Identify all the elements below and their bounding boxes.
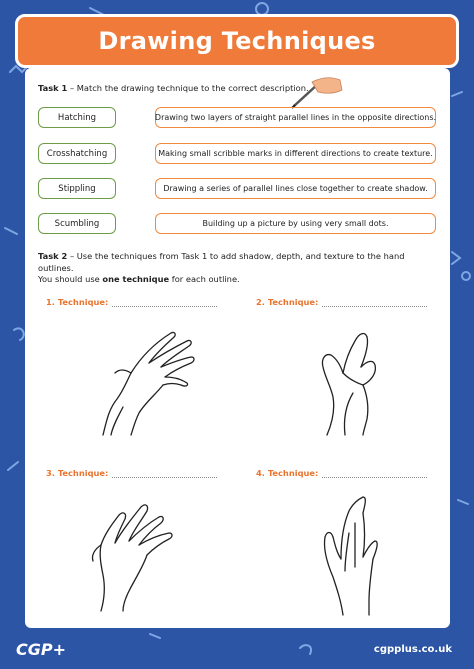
technique-box-hatching[interactable]: Hatching xyxy=(38,107,116,128)
task2-emphasis: one technique xyxy=(102,274,170,284)
description-box-3[interactable]: Drawing a series of parallel lines close together to create shadow. xyxy=(155,178,436,199)
technique-2-field[interactable]: 2. Technique: xyxy=(256,297,427,307)
technique-box-stippling[interactable]: Stippling xyxy=(38,178,116,199)
hand-outline-2 xyxy=(313,323,403,438)
task2-text: – Use the techniques from Task 1 to add shadow, depth, and texture to the hand outlines. xyxy=(38,251,405,273)
hand-outline-4 xyxy=(315,493,395,618)
technique-4-field[interactable]: 4. Technique: xyxy=(256,468,427,478)
answer-line-1[interactable] xyxy=(112,298,217,307)
technique-1-field[interactable]: 1. Technique: xyxy=(46,297,217,307)
description-box-1[interactable]: Drawing two layers of straight parallel lines in the opposite directions. xyxy=(155,107,436,128)
answer-line-2[interactable] xyxy=(322,298,427,307)
title-banner xyxy=(15,14,459,68)
page-title: Drawing Techniques xyxy=(98,27,376,55)
technique-box-crosshatching[interactable]: Crosshatching xyxy=(38,143,116,164)
task1-text: – Match the drawing technique to the correct description. xyxy=(69,83,309,93)
technique-box-scumbling[interactable]: Scumbling xyxy=(38,213,116,234)
cgp-logo: CGP+ xyxy=(16,640,67,659)
task2-label: Task 2 xyxy=(38,251,68,261)
answer-line-3[interactable] xyxy=(112,469,217,478)
description-box-2[interactable]: Making small scribble marks in different directions to create texture. xyxy=(155,143,436,164)
hand-outline-1 xyxy=(83,323,203,438)
answer-line-4[interactable] xyxy=(322,469,427,478)
website-link[interactable]: cgpplus.co.uk xyxy=(373,644,452,655)
technique-3-field[interactable]: 3. Technique: xyxy=(46,468,217,478)
task2-instruction: Task 2 – Use the techniques from Task 1 to add shadow, depth, and texture to the hand outlines. You should use one technique for each outline. xyxy=(38,251,405,284)
hand-outline-3 xyxy=(83,493,193,613)
description-box-4[interactable]: Building up a picture by using very small dots. xyxy=(155,213,436,234)
task1-label: Task 1 xyxy=(38,83,68,93)
